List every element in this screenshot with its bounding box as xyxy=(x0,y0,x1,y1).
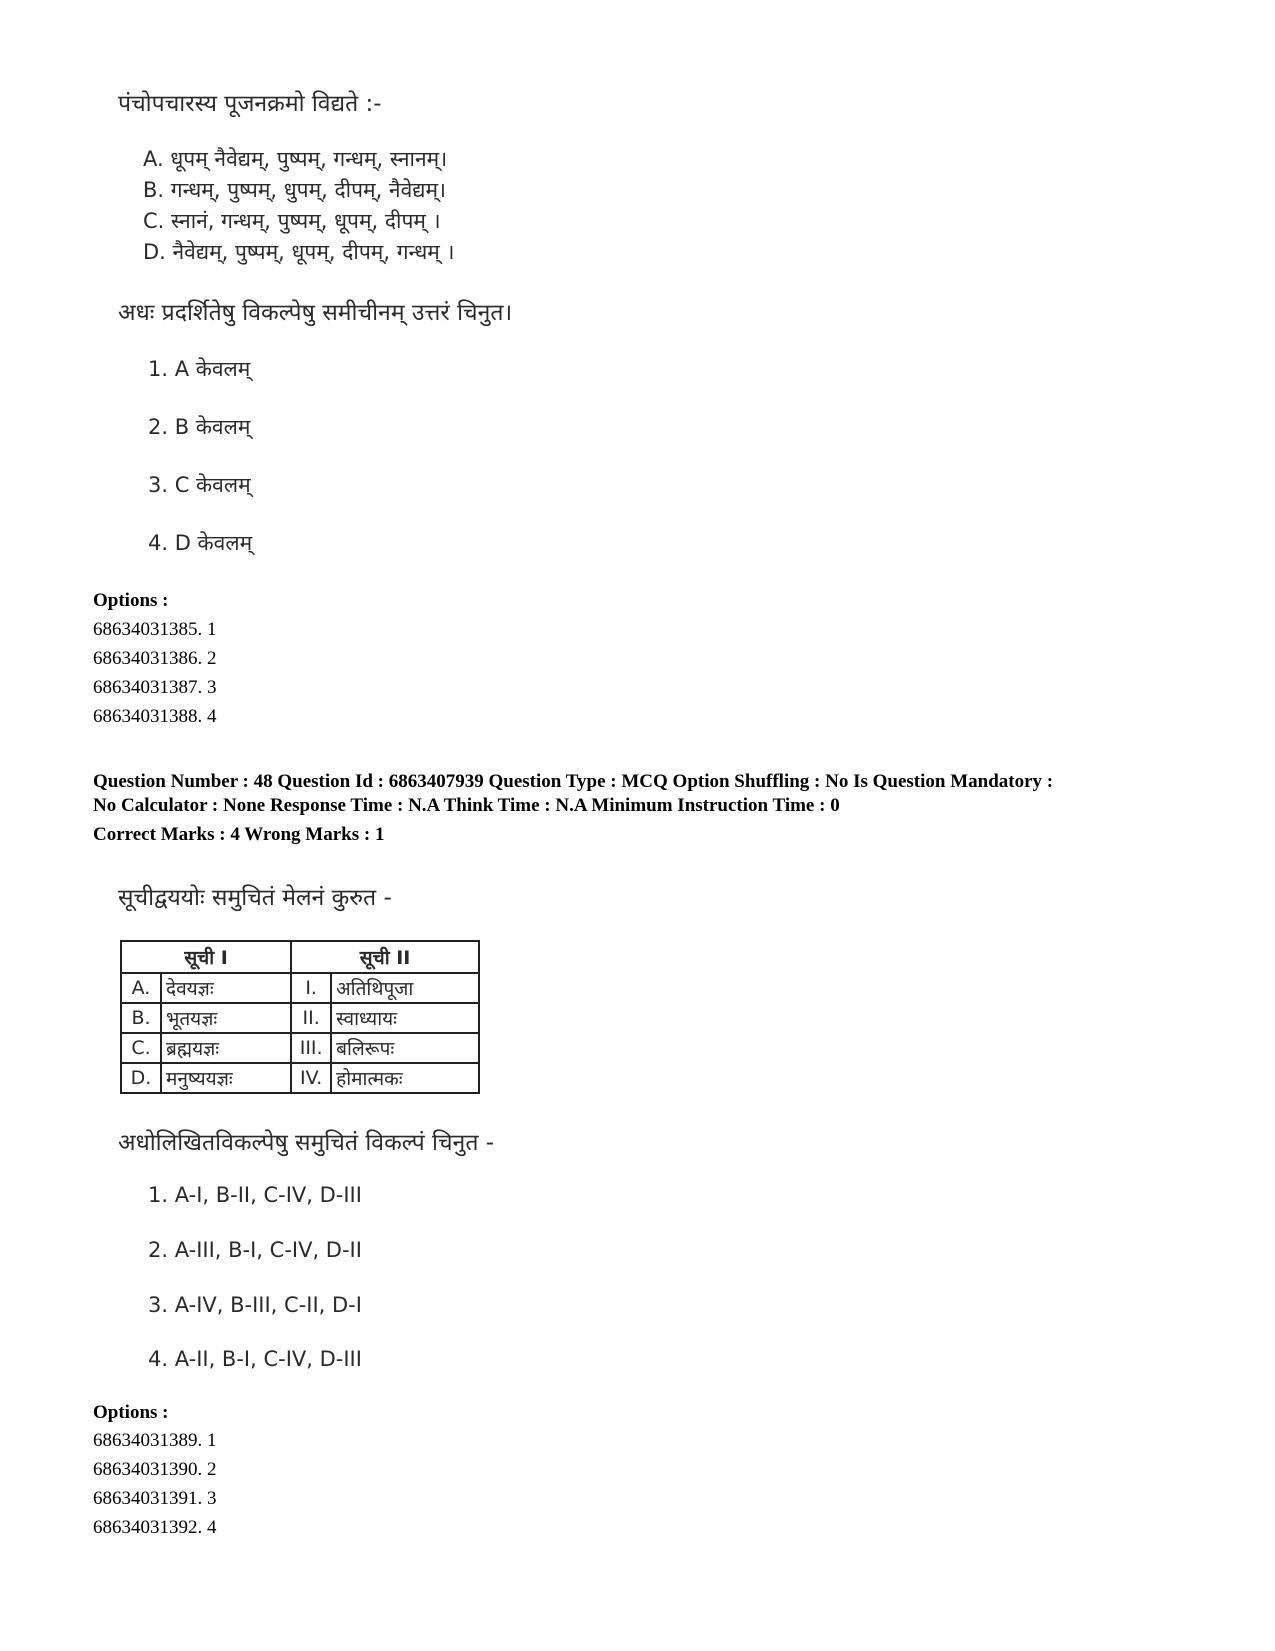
list-2-key: IV. xyxy=(291,1063,331,1093)
option-4: 68634031388. 4 xyxy=(93,706,217,727)
list-1-key: A. xyxy=(121,973,161,1003)
choice-3: 3. C केवलम् xyxy=(148,473,251,497)
statement-b: B. गन्धम्, पुष्पम्, धुपम्, दीपम्, नैवेद्यम्। xyxy=(143,178,447,202)
list-1-value: ब्रह्मयज्ञः xyxy=(161,1033,291,1063)
options-label: Options : xyxy=(93,590,169,611)
question-marks: Correct Marks : 4 Wrong Marks : 1 xyxy=(93,824,385,845)
choice-3: 3. A-IV, B-III, C-II, D-I xyxy=(148,1293,362,1317)
list-1-value: देवयज्ञः xyxy=(161,973,291,1003)
question-prompt: अधः प्रदर्शितेषु विकल्पेषु समीचीनम् उत्तरं चिनुत। xyxy=(118,300,513,326)
statement-d: D. नैवेद्यम्, पुष्पम्, धूपम्, दीपम्, गन्धम् । xyxy=(143,240,455,264)
statement-a: A. धूपम् नैवेद्यम्, पुष्पम्, गन्धम्, स्नानम्। xyxy=(143,147,448,171)
list-2-key: II. xyxy=(291,1003,331,1033)
options-label: Options : xyxy=(93,1402,169,1423)
option-1: 68634031385. 1 xyxy=(93,619,217,640)
list-1-header: सूची I xyxy=(121,941,291,973)
option-3: 68634031387. 3 xyxy=(93,677,217,698)
option-4: 68634031392. 4 xyxy=(93,1517,217,1538)
list-1-value: भूतयज्ञः xyxy=(161,1003,291,1033)
list-2-value: अतिथिपूजा xyxy=(331,973,479,1003)
list-2-header: सूची II xyxy=(291,941,479,973)
question-title: पंचोपचारस्य पूजनक्रमो विद्यते :- xyxy=(118,91,382,117)
match-table xyxy=(120,940,480,1094)
option-3: 68634031391. 3 xyxy=(93,1488,217,1509)
choice-1: 1. A-I, B-II, C-IV, D-III xyxy=(148,1183,362,1207)
list-1-key: B. xyxy=(121,1003,161,1033)
option-2: 68634031386. 2 xyxy=(93,648,217,669)
list-2-value: स्वाध्यायः xyxy=(331,1003,479,1033)
table-row xyxy=(121,973,479,1003)
list-2-key: III. xyxy=(291,1033,331,1063)
statement-c: C. स्नानं, गन्धम्, पुष्पम्, धूपम्, दीपम् । xyxy=(143,209,441,233)
table-row xyxy=(121,1063,479,1093)
option-2: 68634031390. 2 xyxy=(93,1459,217,1480)
list-2-value: होमात्मकः xyxy=(331,1063,479,1093)
table-header-row xyxy=(121,941,479,973)
choice-2: 2. A-III, B-I, C-IV, D-II xyxy=(148,1238,362,1262)
choice-4: 4. D केवलम् xyxy=(148,531,253,555)
table-row xyxy=(121,1033,479,1063)
option-1: 68634031389. 1 xyxy=(93,1430,217,1451)
list-1-value: मनुष्ययज्ञः xyxy=(161,1063,291,1093)
question-meta-line-1: Question Number : 48 Question Id : 6863407939 Question Type : MCQ Option Shuffling : No Is Question Mandatory : xyxy=(93,771,1054,792)
table-row xyxy=(121,1003,479,1033)
list-2-value: बलिरूपः xyxy=(331,1033,479,1063)
choice-1: 1. A केवलम् xyxy=(148,357,251,381)
question-prompt: अधोलिखितविकल्पेषु समुचितं विकल्पं चिनुत - xyxy=(118,1130,495,1156)
choice-2: 2. B केवलम् xyxy=(148,415,251,439)
question-meta-line-2: No Calculator : None Response Time : N.A Think Time : N.A Minimum Instruction Time : 0 xyxy=(93,795,840,816)
list-1-key: C. xyxy=(121,1033,161,1063)
list-1-key: D. xyxy=(121,1063,161,1093)
list-2-key: I. xyxy=(291,973,331,1003)
choice-4: 4. A-II, B-I, C-IV, D-III xyxy=(148,1347,362,1371)
question-title: सूचीद्वययोः समुचितं मेलनं कुरुत - xyxy=(118,885,392,911)
